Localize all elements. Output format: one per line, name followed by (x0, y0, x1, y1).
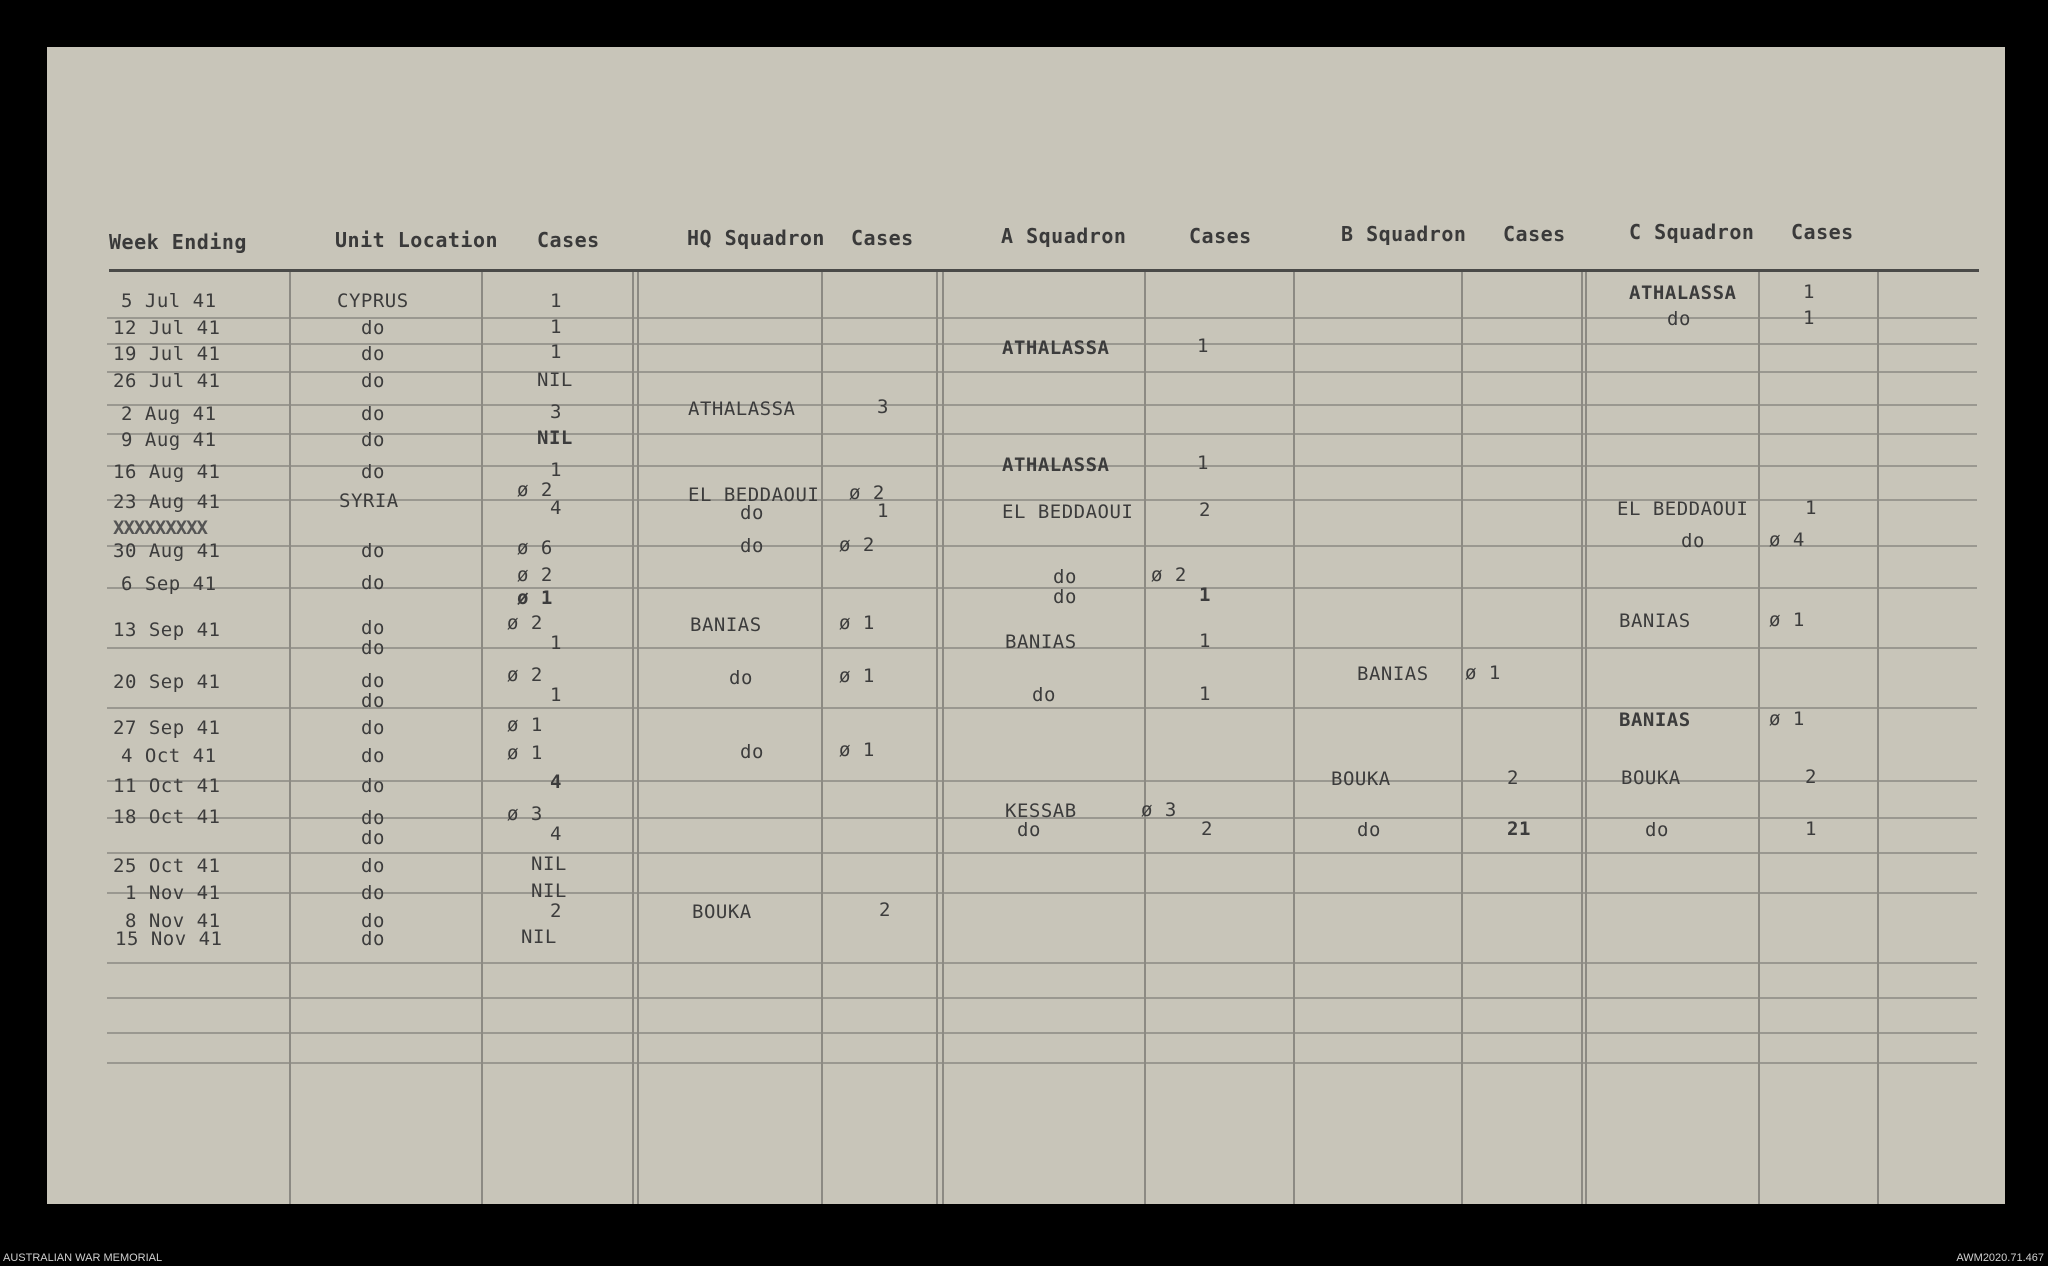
a-location: do (1053, 566, 1077, 588)
location-cell: do (361, 855, 385, 877)
week-cell: 2 Aug 41 (121, 403, 217, 425)
a-location: EL BEDDAOUI (1002, 501, 1134, 523)
cases-cell: 4 (550, 771, 562, 793)
cases-cell: 3 (550, 401, 562, 423)
hq-cases: ø 1 (839, 665, 875, 687)
a-location: KESSAB (1005, 800, 1077, 822)
a-location: BANIAS (1005, 631, 1077, 653)
c-cases: ø 1 (1769, 609, 1805, 631)
week-cell: 26 Jul 41 (113, 370, 221, 392)
week-cell: 15 Nov 41 (115, 928, 223, 950)
a-location: ATHALASSA (1002, 337, 1110, 359)
hq-cases: ø 1 (839, 739, 875, 761)
c-cases: 1 (1803, 307, 1815, 329)
column-rule (1581, 272, 1583, 1204)
column-rule (1877, 272, 1879, 1204)
row-rule (107, 780, 1977, 782)
c-location: BOUKA (1621, 767, 1681, 789)
hq-cases: ø 2 (849, 482, 885, 504)
cases-cell: 1 (550, 684, 562, 706)
hq-cases: 3 (877, 396, 889, 418)
row-rule (107, 707, 1977, 709)
column-rule (821, 272, 823, 1204)
location-cell: do (361, 882, 385, 904)
cases-cell: NIL (537, 369, 573, 391)
hq-location: BOUKA (692, 901, 752, 923)
a-cases: ø 2 (1151, 564, 1187, 586)
column-rule (1293, 272, 1295, 1204)
location-cell: do (361, 540, 385, 562)
row-rule (107, 852, 1977, 854)
location-cell: do (361, 807, 385, 829)
week-cell: 6 Sep 41 (121, 573, 217, 595)
c-location: do (1645, 819, 1669, 841)
b-location: BANIAS (1357, 663, 1429, 685)
cases-cell: 1 (550, 459, 562, 481)
location-cell: do (361, 717, 385, 739)
row-rule (107, 997, 1977, 999)
column-rule (1144, 272, 1146, 1204)
header-rule (109, 269, 1979, 272)
row-rule (107, 404, 1977, 406)
row-rule (107, 1062, 1977, 1064)
location-cell: do (361, 827, 385, 849)
c-location: BANIAS (1619, 709, 1691, 731)
week-cell: 20 Sep 41 (113, 671, 221, 693)
cases-cell: 4 (550, 497, 562, 519)
week-cell: 9 Aug 41 (121, 429, 217, 451)
b-location: BOUKA (1331, 768, 1391, 790)
location-cell: do (361, 910, 385, 932)
cases-cell: 1 (550, 316, 562, 338)
column-rule (1461, 272, 1463, 1204)
row-rule (107, 587, 1977, 589)
header-cases: Cases (851, 226, 914, 250)
cases-cell: NIL (537, 427, 573, 449)
column-rule (936, 272, 938, 1204)
week-cell: 4 Oct 41 (121, 745, 217, 767)
week-cell: 11 Oct 41 (113, 775, 221, 797)
location-cell: do (361, 637, 385, 659)
week-cell: 27 Sep 41 (113, 717, 221, 739)
location-cell: do (361, 670, 385, 692)
location-cell: SYRIA (339, 490, 399, 512)
row-rule (107, 371, 1977, 373)
cases-cell: ø 3 (507, 803, 543, 825)
week-cell: 12 Jul 41 (113, 317, 221, 339)
a-cases: 1 (1197, 335, 1209, 357)
header-cases: Cases (1189, 224, 1252, 248)
column-rule (637, 272, 639, 1204)
row-rule (107, 1032, 1977, 1034)
hq-cases: ø 2 (839, 534, 875, 556)
location-cell: do (361, 370, 385, 392)
row-rule (107, 892, 1977, 894)
week-cell: 1 Nov 41 (125, 882, 221, 904)
week-cell: 13 Sep 41 (113, 619, 221, 641)
c-cases: 1 (1803, 281, 1815, 303)
location-cell: do (361, 317, 385, 339)
cases-cell: 1 (550, 290, 562, 312)
column-rule (289, 272, 291, 1204)
week-cell: 18 Oct 41 (113, 806, 221, 828)
location-cell: do (361, 343, 385, 365)
c-cases: ø 1 (1769, 708, 1805, 730)
cases-cell: ø 2 (507, 664, 543, 686)
hq-location: BANIAS (690, 614, 762, 636)
cases-cell: 1 (550, 341, 562, 363)
c-location: ATHALASSA (1629, 282, 1737, 304)
c-cases: 1 (1805, 818, 1817, 840)
header-cases: Cases (1503, 222, 1566, 246)
a-cases: 1 (1199, 630, 1211, 652)
location-cell: CYPRUS (337, 290, 409, 312)
cases-cell: NIL (531, 853, 567, 875)
a-cases: 1 (1197, 452, 1209, 474)
cases-cell: ø 2 (517, 479, 553, 501)
row-rule (107, 962, 1977, 964)
a-cases: 1 (1199, 683, 1211, 705)
week-cell: 23 Aug 41 (113, 491, 221, 513)
c-location: do (1667, 308, 1691, 330)
hq-cases: 1 (877, 500, 889, 522)
c-location: EL BEDDAOUI (1617, 498, 1749, 520)
column-rule (481, 272, 483, 1204)
cases-cell: ø 1 (507, 742, 543, 764)
header-cases: Cases (1791, 220, 1854, 244)
hq-location: ATHALASSA (688, 398, 796, 420)
a-cases: 2 (1199, 499, 1211, 521)
a-location: do (1053, 586, 1077, 608)
c-location: do (1681, 530, 1705, 552)
location-cell: do (361, 775, 385, 797)
a-location: ATHALASSA (1002, 454, 1110, 476)
header-a-squadron: A Squadron (1001, 224, 1127, 248)
footer-reference: AWM2020.71.467 (1956, 1252, 2044, 1264)
c-location: BANIAS (1619, 610, 1691, 632)
c-cases: 1 (1805, 497, 1817, 519)
cases-cell: 1 (550, 632, 562, 654)
week-cell: 16 Aug 41 (113, 461, 221, 483)
header-c-squadron: C Squadron (1629, 220, 1755, 244)
hq-location: do (740, 535, 764, 557)
column-rule (1585, 272, 1587, 1204)
week-cell: 25 Oct 41 (113, 855, 221, 877)
footer-credit: AUSTRALIAN WAR MEMORIAL (3, 1252, 163, 1264)
a-cases: ø 3 (1141, 799, 1177, 821)
a-cases: 1 (1199, 584, 1211, 606)
location-cell: do (361, 745, 385, 767)
header-week-ending: Week Ending (109, 230, 247, 254)
footer (0, 1252, 2048, 1266)
b-cases: 21 (1507, 818, 1531, 840)
c-cases: ø 4 (1769, 529, 1805, 551)
location-cell: do (361, 928, 385, 950)
cases-cell: NIL (531, 880, 567, 902)
hq-location: EL BEDDAOUI (688, 484, 820, 506)
location-cell: do (361, 461, 385, 483)
column-rule (942, 272, 944, 1204)
location-cell: do (361, 690, 385, 712)
week-cell: 5 Jul 41 (121, 290, 217, 312)
hq-cases: 2 (879, 899, 891, 921)
hq-location: do (740, 741, 764, 763)
document-page (47, 47, 2005, 1204)
hq-location: do (729, 667, 753, 689)
header-b-squadron: B Squadron (1341, 222, 1467, 246)
hq-location: do (740, 502, 764, 524)
cases-cell: ø 1 (507, 714, 543, 736)
a-cases: 2 (1201, 818, 1213, 840)
cases-cell: ø 2 (507, 612, 543, 634)
cases-cell: ø 6 (517, 537, 553, 559)
a-location: do (1032, 684, 1056, 706)
week-cell: 19 Jul 41 (113, 343, 221, 365)
struck-out-week: XXXXXXXXX (113, 517, 207, 539)
header-cases: Cases (537, 228, 600, 252)
row-rule (107, 433, 1977, 435)
cases-cell: 4 (550, 823, 562, 845)
row-rule (107, 317, 1977, 319)
cases-cell: ø 1 (517, 587, 553, 609)
cases-cell: 2 (550, 900, 562, 922)
location-cell: do (361, 403, 385, 425)
header-unit-location: Unit Location (335, 228, 499, 252)
column-rule (1758, 272, 1760, 1204)
week-cell: 30 Aug 41 (113, 540, 221, 562)
location-cell: do (361, 572, 385, 594)
a-location: do (1017, 819, 1041, 841)
hq-cases: ø 1 (839, 612, 875, 634)
header-hq-squadron: HQ Squadron (687, 226, 825, 250)
b-cases: ø 1 (1465, 662, 1501, 684)
location-cell: do (361, 429, 385, 451)
c-cases: 2 (1805, 766, 1817, 788)
cases-cell: NIL (521, 926, 557, 948)
week-cell: 8 Nov 41 (125, 910, 221, 932)
column-rule (632, 272, 634, 1204)
b-location: do (1357, 819, 1381, 841)
b-cases: 2 (1507, 767, 1519, 789)
cases-cell: ø 2 (517, 564, 553, 586)
location-cell: do (361, 617, 385, 639)
